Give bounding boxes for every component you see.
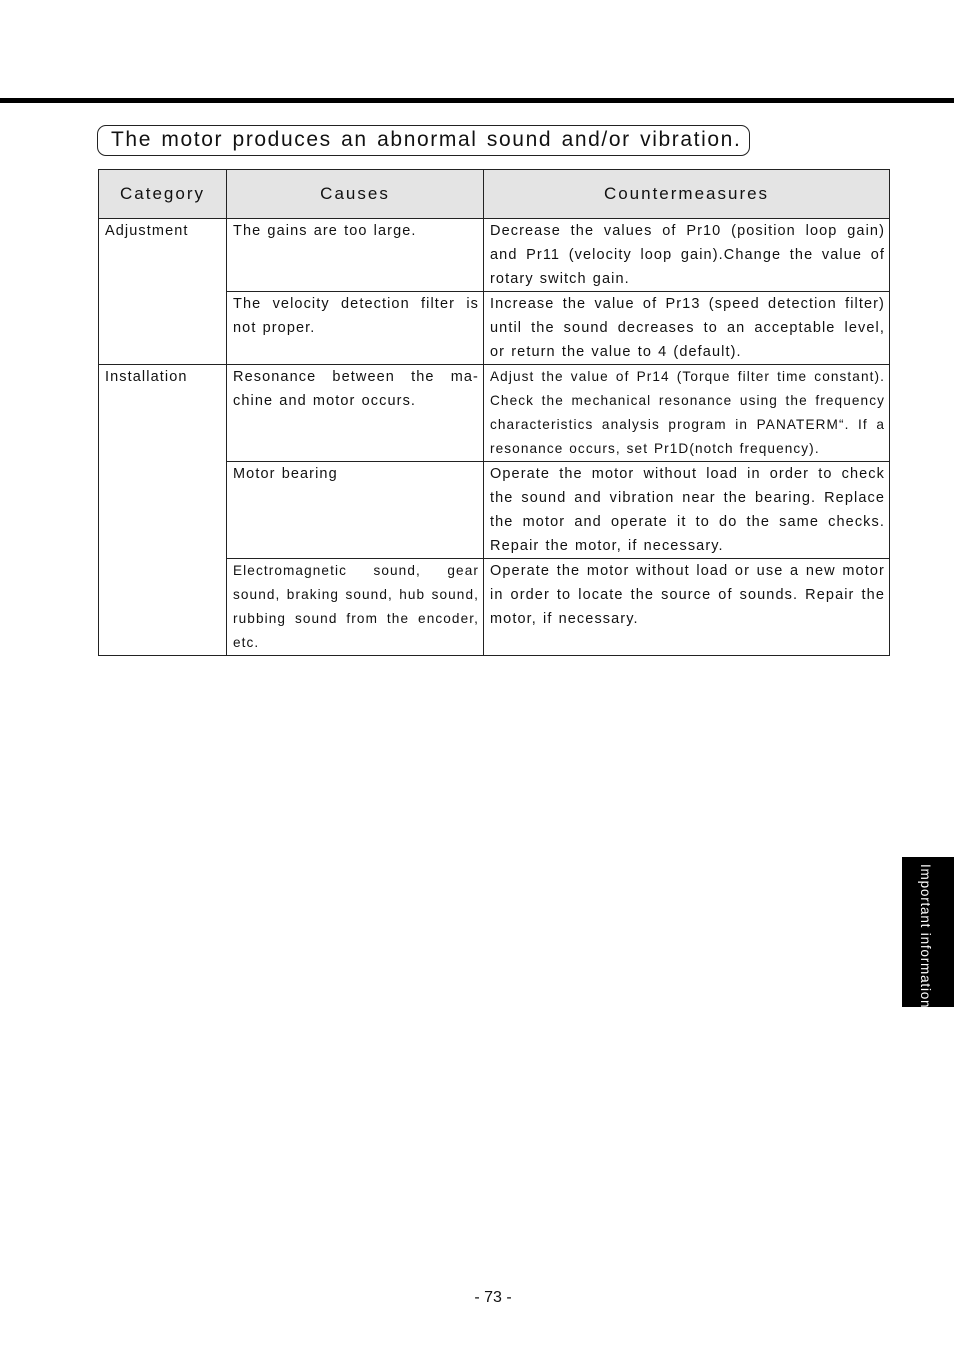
- side-tab-label: Important information: [918, 864, 933, 1009]
- header-countermeasures: Countermeasures: [484, 170, 890, 219]
- cause-cell: The gains are too large.: [227, 219, 484, 292]
- troubleshooting-table: [98, 169, 890, 656]
- section-heading: The motor produces an abnormal sound and/or vibration.: [97, 125, 750, 156]
- cause-cell: Resonance between the ma-chine and motor occurs.: [227, 365, 484, 462]
- table-header-row: [99, 170, 890, 219]
- header-causes: Causes: [227, 170, 484, 219]
- category-cell: Installation: [99, 365, 227, 656]
- table-row: [99, 219, 890, 292]
- cause-cell: Electromagnetic sound, gear sound, braking sound, hub sound, rubbing sound from the encoder, etc.: [227, 559, 484, 656]
- category-cell: Adjustment: [99, 219, 227, 365]
- countermeasure-cell: Increase the value of Pr13 (speed detection filter) until the sound decreases to an acceptable level, or return the value to 4 (default).: [484, 292, 890, 365]
- top-rule: [0, 98, 954, 103]
- countermeasure-cell: Decrease the values of Pr10 (position loop gain) and Pr11 (velocity loop gain).Change the value of rotary switch gain.: [484, 219, 890, 292]
- page-number: - 73 -: [474, 1289, 512, 1306]
- cause-cell: Motor bearing: [227, 462, 484, 559]
- countermeasure-cell: Operate the motor without load in order to check the sound and vibration near the bearing. Replace the motor and operate it to do the same checks. Repair the motor, if necessary.: [484, 462, 890, 559]
- cause-cell: The velocity detection filter is not proper.: [227, 292, 484, 365]
- countermeasure-cell: Adjust the value of Pr14 (Torque filter time constant). Check the mechanical resonance using the frequency characteristics analysis program in PANATERM“. If a resonance occurs, set Pr1D(notch frequency).: [484, 365, 890, 462]
- table-row: [99, 365, 890, 462]
- countermeasure-cell: Operate the motor without load or use a new motor in order to locate the source of sounds. Repair the motor, if necessary.: [484, 559, 890, 656]
- side-tab: [902, 857, 954, 1007]
- header-category: Category: [99, 170, 227, 219]
